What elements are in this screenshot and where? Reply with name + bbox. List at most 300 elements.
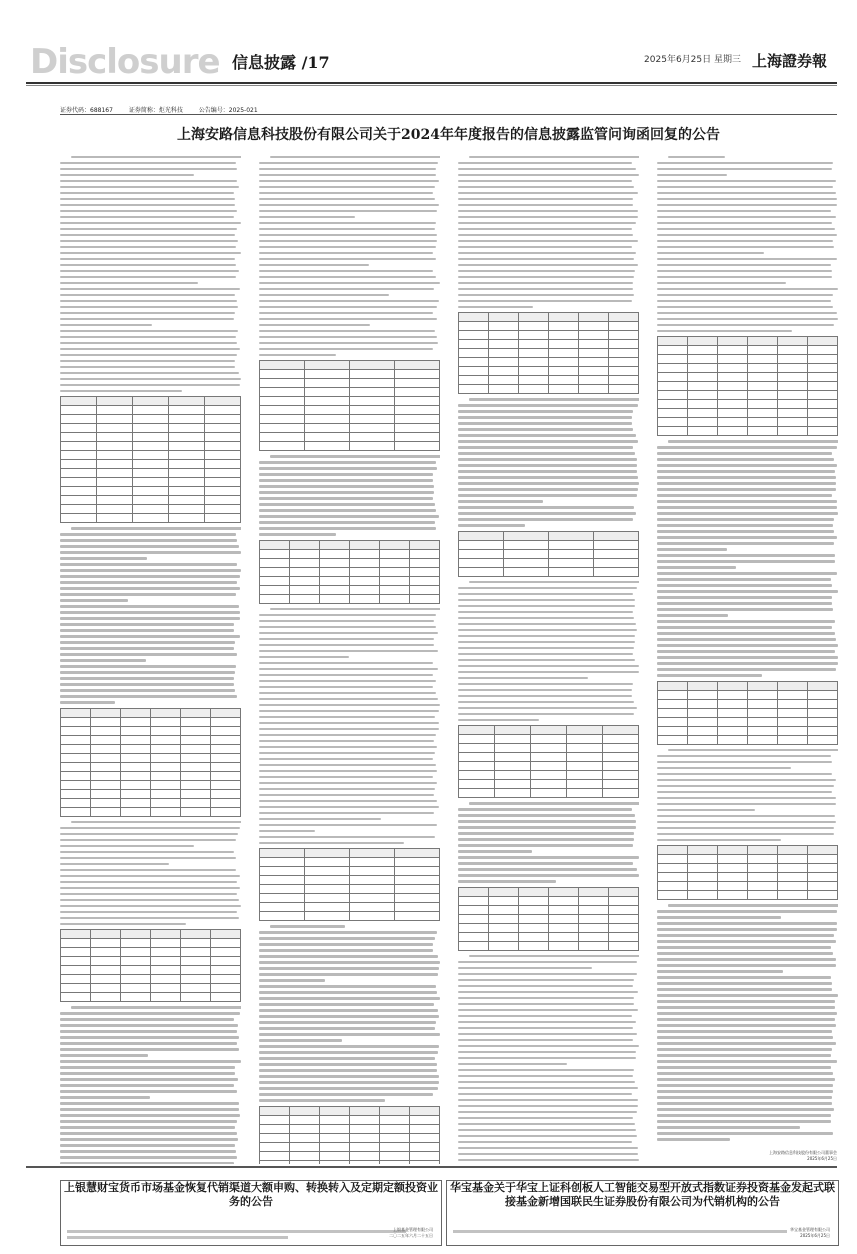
text-line xyxy=(657,952,833,955)
table-cell xyxy=(395,406,440,415)
text-line xyxy=(60,1084,234,1087)
table-cell xyxy=(718,735,748,744)
text-line xyxy=(259,240,437,243)
table-cell xyxy=(181,807,211,816)
table-cell xyxy=(603,780,639,789)
table-cell xyxy=(609,896,639,905)
table-cell xyxy=(395,370,440,379)
text-line xyxy=(458,1033,637,1036)
table-cell xyxy=(519,367,549,376)
table-cell xyxy=(808,735,838,744)
text-line xyxy=(259,842,404,845)
table-cell xyxy=(305,406,350,415)
text-line xyxy=(259,949,433,952)
text-line xyxy=(458,428,633,431)
table-row xyxy=(459,887,639,896)
table-cell xyxy=(808,708,838,717)
table-row xyxy=(260,433,440,442)
text-line xyxy=(259,186,435,189)
table-cell xyxy=(211,993,241,1002)
table-cell xyxy=(91,753,121,762)
table-cell xyxy=(748,690,778,699)
table-cell xyxy=(495,771,531,780)
table-cell xyxy=(61,460,97,469)
text-line xyxy=(270,156,440,159)
table-cell xyxy=(211,966,241,975)
table-cell xyxy=(97,415,133,424)
table-row xyxy=(61,762,241,771)
table-cell xyxy=(567,744,603,753)
table-row xyxy=(260,894,440,903)
table-cell xyxy=(808,391,838,400)
text-line xyxy=(259,497,433,500)
table-cell xyxy=(658,855,688,864)
text-line xyxy=(458,476,638,479)
table-row xyxy=(260,379,440,388)
text-line xyxy=(458,814,635,817)
table-cell xyxy=(718,418,748,427)
text-line xyxy=(458,880,556,883)
table-row xyxy=(459,923,639,932)
text-line xyxy=(458,997,634,1000)
text-line xyxy=(60,1072,235,1075)
text-line xyxy=(259,740,434,743)
text-line xyxy=(259,246,436,249)
ad-left xyxy=(60,1180,442,1246)
table-cell xyxy=(459,549,504,558)
text-line xyxy=(657,1084,833,1087)
table-cell xyxy=(549,558,594,567)
text-line xyxy=(60,677,234,680)
table-cell xyxy=(260,885,305,894)
table-cell xyxy=(748,373,778,382)
table-cell xyxy=(531,780,567,789)
table-cell xyxy=(489,905,519,914)
table-row xyxy=(658,717,838,726)
table-cell xyxy=(205,397,241,406)
ad-right-signature xyxy=(790,1227,830,1239)
table-cell xyxy=(211,807,241,816)
table-row xyxy=(658,708,838,717)
table-cell xyxy=(181,939,211,948)
table-cell xyxy=(290,1133,320,1142)
text-line xyxy=(60,192,234,195)
table-cell xyxy=(531,762,567,771)
text-line xyxy=(60,593,236,596)
table-cell xyxy=(320,1115,350,1124)
text-line xyxy=(657,506,837,509)
table-cell xyxy=(410,558,440,567)
table-cell xyxy=(260,576,290,585)
table-cell xyxy=(205,442,241,451)
table-row xyxy=(658,882,838,891)
text-line xyxy=(657,554,835,557)
table-cell xyxy=(205,478,241,487)
text-line xyxy=(60,881,237,884)
issue-date: 2025年6月25日 星期三 xyxy=(644,55,741,65)
text-line xyxy=(60,390,182,393)
table-cell xyxy=(380,558,410,567)
table-cell xyxy=(718,337,748,346)
text-line xyxy=(657,168,832,171)
section-divider xyxy=(26,1166,837,1168)
text-line xyxy=(259,461,436,464)
text-line xyxy=(259,632,438,635)
text-line xyxy=(71,1006,241,1009)
table-cell xyxy=(133,487,169,496)
table-cell xyxy=(61,726,91,735)
table-cell xyxy=(91,975,121,984)
table-cell xyxy=(181,753,211,762)
text-line xyxy=(657,910,837,913)
table-cell xyxy=(61,984,91,993)
text-line xyxy=(60,905,241,908)
text-line xyxy=(259,533,336,536)
table-cell xyxy=(290,558,320,567)
table-row xyxy=(459,340,639,349)
table-cell xyxy=(290,1142,320,1151)
table-row xyxy=(61,753,241,762)
table-cell xyxy=(688,717,718,726)
text-line xyxy=(458,979,634,982)
table-cell xyxy=(718,364,748,373)
text-line xyxy=(71,821,241,824)
table-cell xyxy=(549,941,579,950)
table-row xyxy=(61,433,241,442)
table-cell xyxy=(579,932,609,941)
table-cell xyxy=(395,867,440,876)
table-cell xyxy=(133,451,169,460)
table-cell xyxy=(658,427,688,436)
text-line xyxy=(657,833,834,836)
table-cell xyxy=(549,540,594,549)
table-cell xyxy=(688,382,718,391)
table-cell xyxy=(688,690,718,699)
text-line xyxy=(60,623,234,626)
text-line xyxy=(458,500,543,503)
table-cell xyxy=(567,726,603,735)
table-cell xyxy=(808,355,838,364)
table-cell xyxy=(504,567,549,576)
table-row xyxy=(61,478,241,487)
text-line xyxy=(657,258,837,261)
table-cell xyxy=(61,415,97,424)
table-cell xyxy=(489,349,519,358)
table-row xyxy=(459,322,639,331)
table-cell xyxy=(97,406,133,415)
table-cell xyxy=(169,442,205,451)
table-cell xyxy=(658,891,688,900)
table-cell xyxy=(603,744,639,753)
text-line xyxy=(458,820,636,823)
text-line xyxy=(60,162,236,165)
text-line xyxy=(259,1087,438,1090)
table-cell xyxy=(260,433,305,442)
table-cell xyxy=(519,932,549,941)
text-line xyxy=(259,282,440,285)
table-cell xyxy=(350,1160,380,1164)
text-line xyxy=(657,916,781,919)
table-cell xyxy=(808,726,838,735)
table-cell xyxy=(489,313,519,322)
table-cell xyxy=(594,567,639,576)
table-cell xyxy=(459,887,489,896)
table-cell xyxy=(748,855,778,864)
text-line xyxy=(60,318,234,321)
table-row xyxy=(459,780,639,789)
text-line xyxy=(259,1063,437,1066)
table-cell xyxy=(718,690,748,699)
text-line xyxy=(60,1042,237,1045)
table-cell xyxy=(459,313,489,322)
table-cell xyxy=(211,798,241,807)
table-cell xyxy=(495,780,531,789)
notice-title: 上海安路信息科技股份有限公司关于2024年年度报告的信息披露监管问询函回复的公告 xyxy=(177,127,720,143)
table-cell xyxy=(380,1115,410,1124)
table-cell xyxy=(350,549,380,558)
text-line xyxy=(60,312,235,315)
text-line xyxy=(60,575,240,578)
table-cell xyxy=(489,914,519,923)
table-cell xyxy=(91,708,121,717)
table-cell xyxy=(459,744,495,753)
text-line xyxy=(259,973,438,976)
text-line xyxy=(259,662,433,665)
table-cell xyxy=(579,941,609,950)
text-line xyxy=(458,294,634,297)
text-line xyxy=(259,270,433,273)
table-row xyxy=(61,406,241,415)
text-line xyxy=(657,1060,837,1063)
text-line xyxy=(657,186,833,189)
text-line xyxy=(657,330,792,333)
text-line xyxy=(259,1039,342,1042)
text-line xyxy=(657,632,835,635)
table-cell xyxy=(808,864,838,873)
table-cell xyxy=(395,912,440,921)
security-short-name: 证券简称：炬光科技 xyxy=(128,107,183,114)
table-cell xyxy=(121,948,151,957)
table-cell xyxy=(61,771,91,780)
table-row xyxy=(658,681,838,690)
text-line xyxy=(657,946,831,949)
table-cell xyxy=(169,451,205,460)
table-cell xyxy=(169,433,205,442)
table-cell xyxy=(121,939,151,948)
table-cell xyxy=(808,373,838,382)
table-cell xyxy=(459,789,495,798)
table-cell xyxy=(97,451,133,460)
text-line xyxy=(259,210,437,213)
text-line xyxy=(259,752,435,755)
table-cell xyxy=(748,735,778,744)
table-cell xyxy=(459,726,495,735)
table-cell xyxy=(718,409,748,418)
table-row xyxy=(260,415,440,424)
table-cell xyxy=(459,932,489,941)
text-line xyxy=(458,1081,635,1084)
text-line xyxy=(657,566,736,569)
table-cell xyxy=(808,409,838,418)
table-cell xyxy=(61,930,91,939)
page-header xyxy=(26,36,837,82)
text-line xyxy=(60,1096,150,1099)
text-line xyxy=(458,198,633,201)
table-cell xyxy=(504,531,549,540)
table-cell xyxy=(61,442,97,451)
table-cell xyxy=(549,549,594,558)
text-line xyxy=(657,180,836,183)
table-cell xyxy=(748,409,778,418)
table-cell xyxy=(459,941,489,950)
table-cell xyxy=(181,762,211,771)
table-row xyxy=(658,337,838,346)
table-cell xyxy=(549,349,579,358)
table-cell xyxy=(748,391,778,400)
text-line xyxy=(458,1003,634,1006)
text-line xyxy=(60,617,240,620)
table-cell xyxy=(169,406,205,415)
table-row xyxy=(658,690,838,699)
table-row xyxy=(459,914,639,923)
text-line xyxy=(458,222,636,225)
table-cell xyxy=(181,957,211,966)
table-cell xyxy=(91,807,121,816)
text-line xyxy=(458,434,636,437)
table-cell xyxy=(531,726,567,735)
text-line xyxy=(259,162,438,165)
text-line xyxy=(458,671,639,674)
table-cell xyxy=(91,717,121,726)
table-row xyxy=(260,558,440,567)
text-line xyxy=(668,749,838,752)
table-cell xyxy=(603,771,639,780)
table-cell xyxy=(489,340,519,349)
table-row xyxy=(61,469,241,478)
text-line xyxy=(458,868,637,871)
table-row xyxy=(459,358,639,367)
table-row xyxy=(260,1124,440,1133)
text-line xyxy=(60,1066,235,1069)
table-cell xyxy=(658,409,688,418)
header-rule xyxy=(26,82,837,84)
text-line xyxy=(259,276,436,279)
table-row xyxy=(61,930,241,939)
table-cell xyxy=(121,807,151,816)
text-line xyxy=(458,228,632,231)
table-row xyxy=(658,427,838,436)
text-line xyxy=(657,192,836,195)
table-cell xyxy=(97,505,133,514)
table-cell xyxy=(778,346,808,355)
table-cell xyxy=(61,789,91,798)
data-table xyxy=(458,531,639,577)
table-cell xyxy=(260,867,305,876)
table-cell xyxy=(61,487,97,496)
table-cell xyxy=(305,903,350,912)
table-cell xyxy=(519,331,549,340)
text-line xyxy=(657,246,834,249)
table-cell xyxy=(350,558,380,567)
table-cell xyxy=(459,358,489,367)
table-cell xyxy=(778,726,808,735)
table-cell xyxy=(305,424,350,433)
text-line xyxy=(259,198,435,201)
table-cell xyxy=(748,726,778,735)
text-line xyxy=(259,294,389,297)
text-line xyxy=(458,410,633,413)
table-row xyxy=(61,415,241,424)
table-cell xyxy=(91,798,121,807)
text-line xyxy=(259,668,438,671)
text-line xyxy=(259,1075,439,1078)
table-cell xyxy=(350,379,395,388)
table-row xyxy=(260,567,440,576)
text-line xyxy=(259,174,436,177)
table-cell xyxy=(718,717,748,726)
text-line xyxy=(60,234,235,237)
text-line xyxy=(259,710,439,713)
text-line xyxy=(657,476,836,479)
text-line xyxy=(458,713,634,716)
text-line xyxy=(458,587,637,590)
table-cell xyxy=(133,397,169,406)
table-row xyxy=(459,349,639,358)
text-line xyxy=(657,222,832,225)
table-row xyxy=(61,514,241,523)
table-cell xyxy=(489,923,519,932)
table-row xyxy=(260,540,440,549)
table-cell xyxy=(519,941,549,950)
table-cell xyxy=(211,717,241,726)
table-cell xyxy=(350,849,395,858)
text-line xyxy=(458,635,635,638)
table-cell xyxy=(688,882,718,891)
table-cell xyxy=(688,364,718,373)
table-cell xyxy=(609,358,639,367)
table-cell xyxy=(808,681,838,690)
text-line xyxy=(458,677,588,680)
text-line xyxy=(60,1030,237,1033)
text-line xyxy=(259,288,434,291)
text-line xyxy=(60,378,241,381)
text-line xyxy=(259,985,436,988)
text-line xyxy=(60,354,237,357)
text-line xyxy=(259,527,436,530)
table-cell xyxy=(395,894,440,903)
text-line xyxy=(458,623,636,626)
text-line xyxy=(259,758,433,761)
table-cell xyxy=(305,388,350,397)
text-line xyxy=(657,1006,835,1009)
text-line xyxy=(657,614,728,617)
table-row xyxy=(658,855,838,864)
table-cell xyxy=(778,409,808,418)
text-line xyxy=(458,1015,632,1018)
table-cell xyxy=(549,531,594,540)
table-cell xyxy=(808,382,838,391)
text-line xyxy=(259,342,438,345)
text-line xyxy=(259,1033,440,1036)
table-row xyxy=(260,585,440,594)
table-cell xyxy=(181,780,211,789)
text-line xyxy=(259,806,439,809)
text-line xyxy=(458,488,638,491)
text-line xyxy=(657,318,838,321)
text-line xyxy=(657,839,781,842)
table-cell xyxy=(169,424,205,433)
table-cell xyxy=(260,567,290,576)
